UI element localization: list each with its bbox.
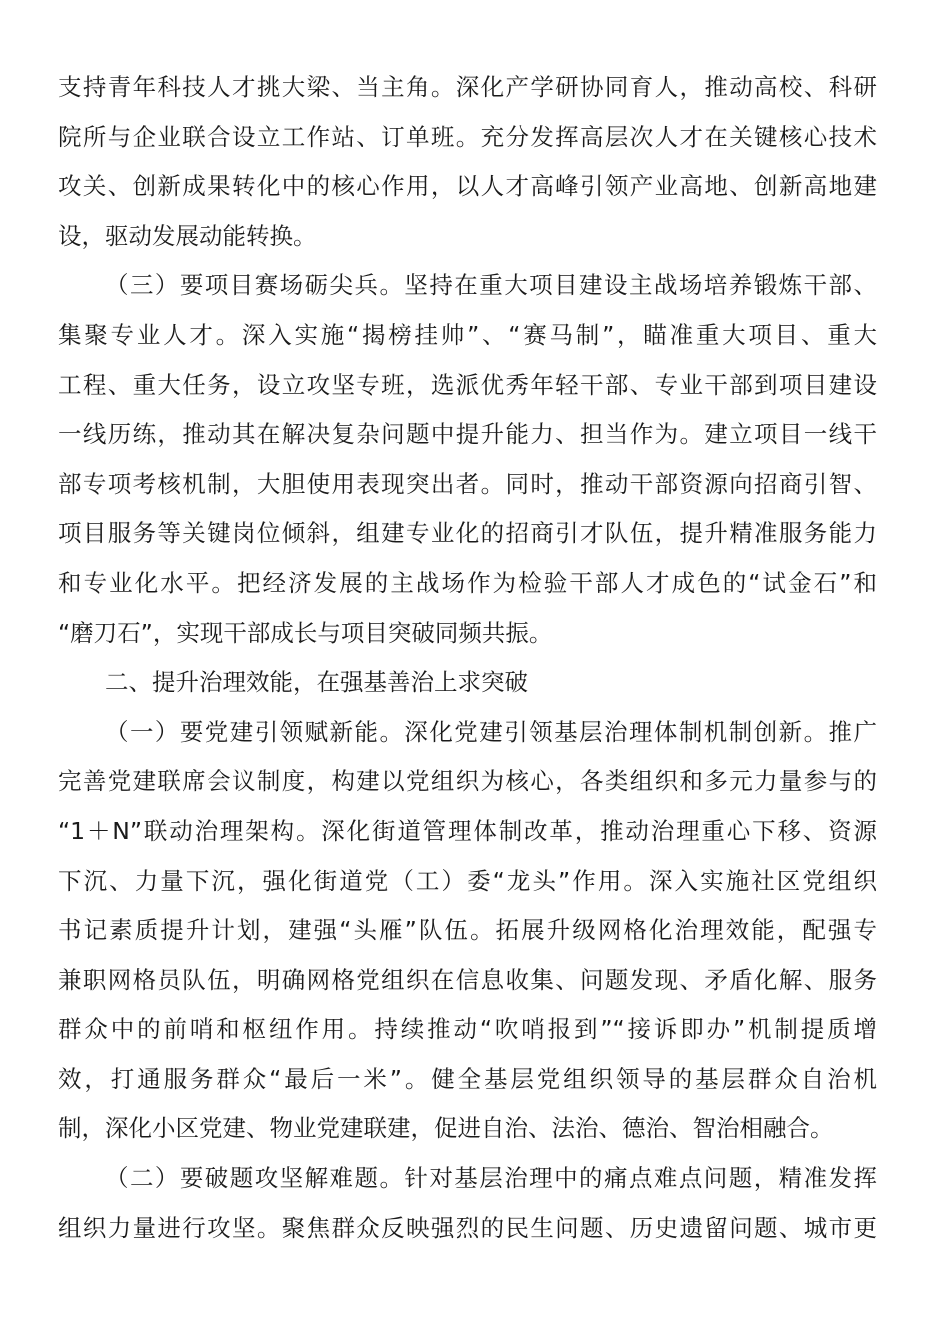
text-line: 下沉、力量下沉，强化街道党（工）委“龙头”作用。深入实施社区党组织 <box>58 866 877 895</box>
text-line: 完善党建联席会议制度，构建以党组织为核心，各类组织和多元力量参与的 <box>58 767 877 796</box>
text-line: 效，打通服务群众“最后一米”。健全基层党组织领导的基层群众自治机 <box>58 1064 877 1093</box>
text-line: 和专业化水平。把经济发展的主战场作为检验干部人才成色的“试金石”和 <box>58 568 877 597</box>
paragraph-first-line: （一）要党建引领赋新能。深化党建引领基层治理体制机制创新。推广 <box>105 717 877 746</box>
text-line: “磨刀石”，实现干部成长与项目突破同频共振。 <box>58 618 553 647</box>
text-line: 工程、重大任务，设立攻坚专班，选派优秀年轻干部、专业干部到项目建设 <box>58 370 877 399</box>
text-line: 支持青年科技人才挑大梁、当主角。深化产学研协同育人，推动高校、科研 <box>58 73 877 101</box>
text-line: 攻关、创新成果转化中的核心作用，以人才高峰引领产业高地、创新高地建 <box>58 172 877 201</box>
paragraph-first-line: 二、提升治理效能，在强基善治上求突破 <box>105 668 528 697</box>
text-line: 设，驱动发展动能转换。 <box>58 221 317 250</box>
text-line: 部专项考核机制，大胆使用表现突出者。同时，推动干部资源向招商引智、 <box>58 469 877 498</box>
text-line: 群众中的前哨和枢纽作用。持续推动“吹哨报到”“接诉即办”机制提质增 <box>58 1015 877 1044</box>
text-line: 组织力量进行攻坚。聚焦群众反映强烈的民生问题、历史遗留问题、城市更 <box>58 1213 877 1242</box>
document-body <box>58 63 877 1253</box>
text-line: 书记素质提升计划，建强“头雁”队伍。拓展升级网格化治理效能，配强专 <box>58 916 877 945</box>
text-line: “1＋N”联动治理架构。深化街道管理体制改革，推动治理重心下移、资源 <box>58 816 877 845</box>
paragraph-first-line: （三）要项目赛场砺尖兵。坚持在重大项目建设主战场培养锻炼干部、 <box>105 271 877 300</box>
text-line: 项目服务等关键岗位倾斜，组建专业化的招商引才队伍，提升精准服务能力 <box>58 519 877 548</box>
text-line: 兼职网格员队伍，明确网格党组织在信息收集、问题发现、矛盾化解、服务 <box>58 965 877 994</box>
paragraph-first-line: （二）要破题攻坚解难题。针对基层治理中的痛点难点问题，精准发挥 <box>105 1164 877 1193</box>
text-line: 一线历练，推动其在解决复杂问题中提升能力、担当作为。建立项目一线干 <box>58 420 877 449</box>
text-line: 集聚专业人才。深入实施“揭榜挂帅”、“赛马制”，瞄准重大项目、重大 <box>58 320 877 349</box>
text-line: 院所与企业联合设立工作站、订单班。充分发挥高层次人才在关键核心技术 <box>58 122 877 151</box>
text-line: 制，深化小区党建、物业党建联建，促进自治、法治、德治、智治相融合。 <box>58 1114 834 1143</box>
